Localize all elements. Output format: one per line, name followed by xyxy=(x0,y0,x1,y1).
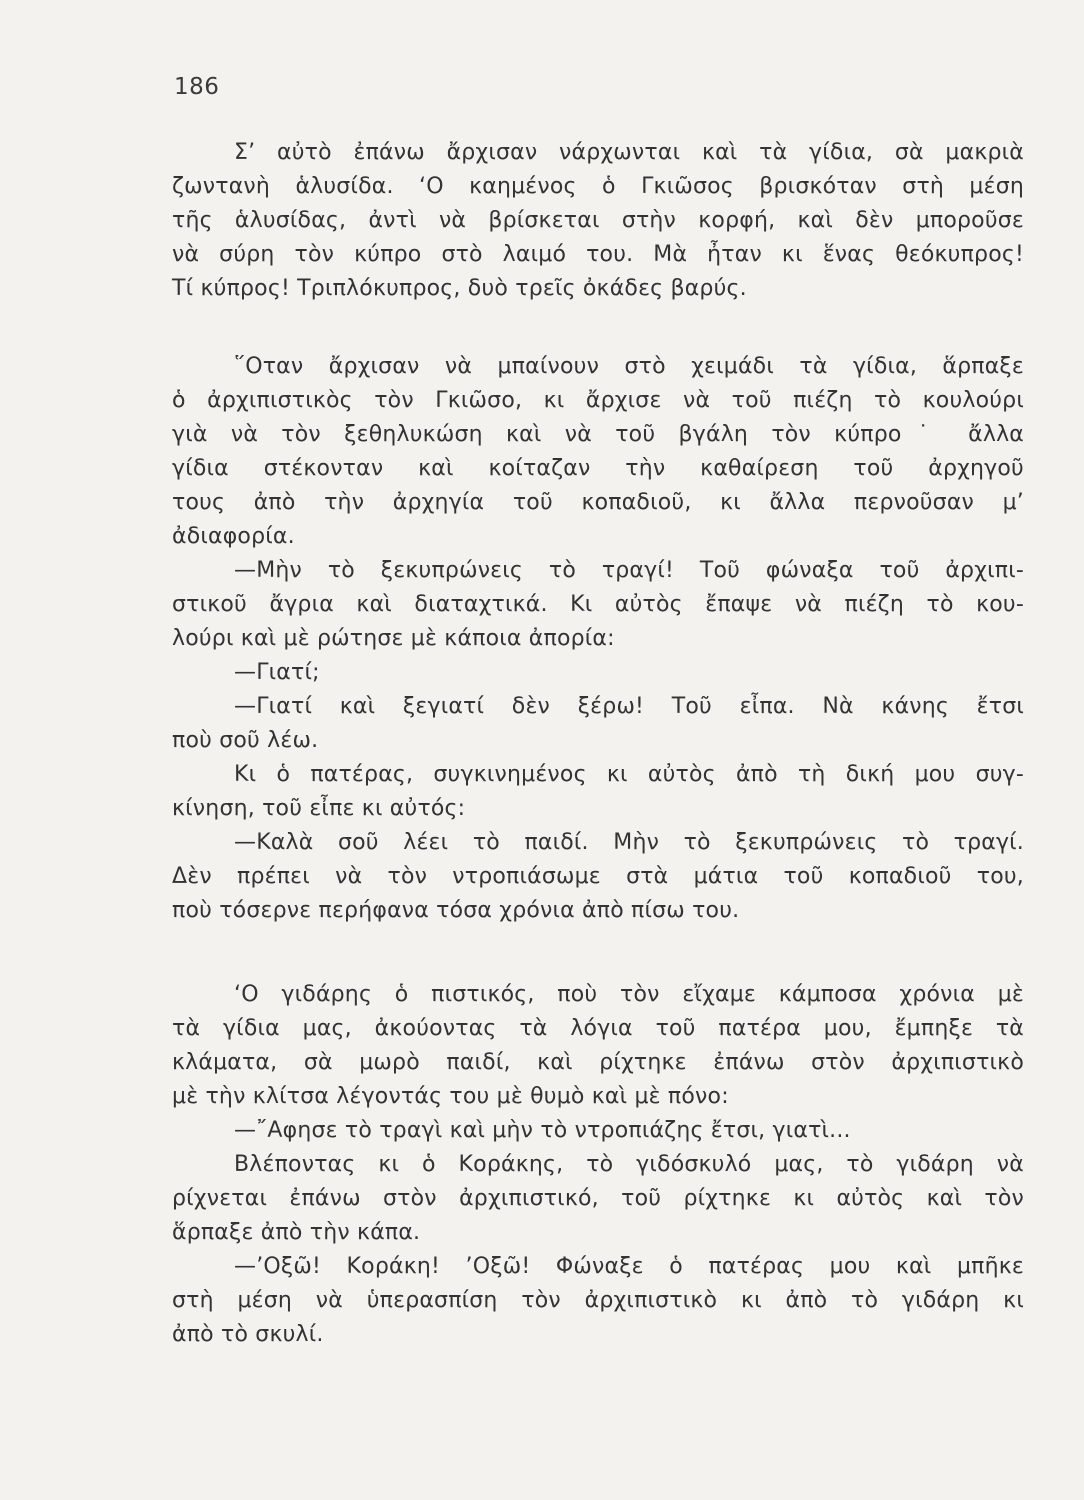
text-line: στικοῦ ἄγρια καὶ διαταχτικά. Κι αὐτὸς ἔπαψε νὰ πιέζη τὸ κου- xyxy=(172,592,1024,617)
text-line: ἅρπαξε ἀπὸ τὴν κάπα. xyxy=(172,1220,421,1245)
text-line: κίνηση, τοῦ εἶπε κι αὐτός: xyxy=(172,796,466,821)
text-line: τῆς ἁλυσίδας, ἀντὶ νὰ βρίσκεται στὴν κορφή, καὶ δὲν μποροῦσε xyxy=(172,208,1024,233)
text-line: νὰ σύρη τὸν κύπρο στὸ λαιμό του. Μὰ ἦταν κι ἕνας θεόκυπρος! xyxy=(172,242,1024,267)
text-line: ζωντανὴ ἁλυσίδα. ‘Ο καημένος ὁ Γκιῶσος βρισκόταν στὴ μέση xyxy=(172,174,1024,199)
text-line: Τί κύπρος! Τριπλόκυπρος, δυὸ τρεῖς ὀκάδες βαρύς. xyxy=(172,276,747,301)
text-line: ‘Ο γιδάρης ὁ πιστικός, ποὺ τὸν εἴχαμε κάμποσα χρόνια μὲ xyxy=(234,982,1024,1007)
text-line: Σ’ αὐτὸ ἐπάνω ἄρχισαν νάρχωνται καὶ τὰ γίδια, σὰ μακριὰ xyxy=(234,140,1024,165)
text-line: ποὺ τόσερνε περήφανα τόσα χρόνια ἀπὸ πίσω του. xyxy=(172,898,740,923)
text-line: ἀδιαφορία. xyxy=(172,524,295,549)
paragraph-2 xyxy=(172,350,1024,928)
text-line: ῞Οταν ἄρχισαν νὰ μπαίνουν στὸ χειμάδι τὰ γίδια, ἅρπαξε xyxy=(234,354,1024,379)
dialogue-line: —Καλὰ σοῦ λέει τὸ παιδί. Μὴν τὸ ξεκυπρώνεις τὸ τραγί. xyxy=(234,830,1024,855)
text-line: Δὲν πρέπει νὰ τὸν ντροπιάσωμε στὰ μάτια τοῦ κοπαδιοῦ του, xyxy=(172,864,1024,889)
text-line: ἀπὸ τὸ σκυλί. xyxy=(172,1322,324,1347)
paragraph-3 xyxy=(172,978,1024,1352)
dialogue-line: —Μὴν τὸ ξεκυπρώνεις τὸ τραγί! Τοῦ φώναξα τοῦ ἀρχιπι- xyxy=(234,558,1024,583)
dialogue-line: —Γιατί καὶ ξεγιατί δὲν ξέρω! Τοῦ εἶπα. Νὰ κάνης ἔτσι xyxy=(234,694,1024,719)
text-line: τους ἀπὸ τὴν ἀρχηγία τοῦ κοπαδιοῦ, κι ἄλλα περνοῦσαν μ’ xyxy=(172,490,1024,515)
text-line: κλάματα, σὰ μωρὸ παιδί, καὶ ρίχτηκε ἐπάνω στὸν ἀρχιπιστικὸ xyxy=(172,1050,1024,1075)
text-line: στὴ μέση νὰ ὑπερασπίση τὸν ἀρχιπιστικὸ κι ἀπὸ τὸ γιδάρη κι xyxy=(172,1288,1024,1313)
page-number: 186 xyxy=(174,74,220,100)
text-line: τὰ γίδια μας, ἀκούοντας τὰ λόγια τοῦ πατέρα μου, ἔμπηξε τὰ xyxy=(172,1016,1024,1041)
text-line: λούρι καὶ μὲ ρώτησε μὲ κάποια ἀπορία: xyxy=(172,626,615,651)
text-line: μὲ τὴν κλίτσα λέγοντάς του μὲ θυμὸ καὶ μὲ πόνο: xyxy=(172,1084,729,1109)
paragraph-1 xyxy=(172,136,1024,306)
text-line: γιὰ νὰ τὸν ξεθηλυκώση καὶ νὰ τοῦ βγάλη τὸν κύπρο˙ ἄλλα xyxy=(172,422,1024,447)
text-line: Κι ὁ πατέρας, συγκινημένος κι αὐτὸς ἀπὸ τὴ δική μου συγ- xyxy=(234,762,1024,787)
text-line: ρίχνεται ἐπάνω στὸν ἀρχιπιστικό, τοῦ ρίχτηκε κι αὐτὸς καὶ τὸν xyxy=(172,1186,1024,1211)
text-line: γίδια στέκονταν καὶ κοίταζαν τὴν καθαίρεση τοῦ ἀρχηγοῦ xyxy=(172,456,1024,481)
dialogue-line: —Γιατί; xyxy=(234,660,320,685)
text-line: ποὺ σοῦ λέω. xyxy=(172,728,319,753)
dialogue-line: —῎Αφησε τὸ τραγὶ καὶ μὴν τὸ ντροπιάζης ἔτσι, γιατὶ... xyxy=(234,1118,851,1143)
text-line: Βλέποντας κι ὁ Κοράκης, τὸ γιδόσκυλό μας, τὸ γιδάρη νὰ xyxy=(234,1152,1024,1177)
dialogue-line: —’Οξῶ! Κοράκη! ’Οξῶ! Φώναξε ὁ πατέρας μου καὶ μπῆκε xyxy=(234,1254,1024,1279)
text-line: ὁ ἀρχιπιστικὸς τὸν Γκιῶσο, κι ἄρχισε νὰ τοῦ πιέζη τὸ κουλούρι xyxy=(172,388,1024,413)
